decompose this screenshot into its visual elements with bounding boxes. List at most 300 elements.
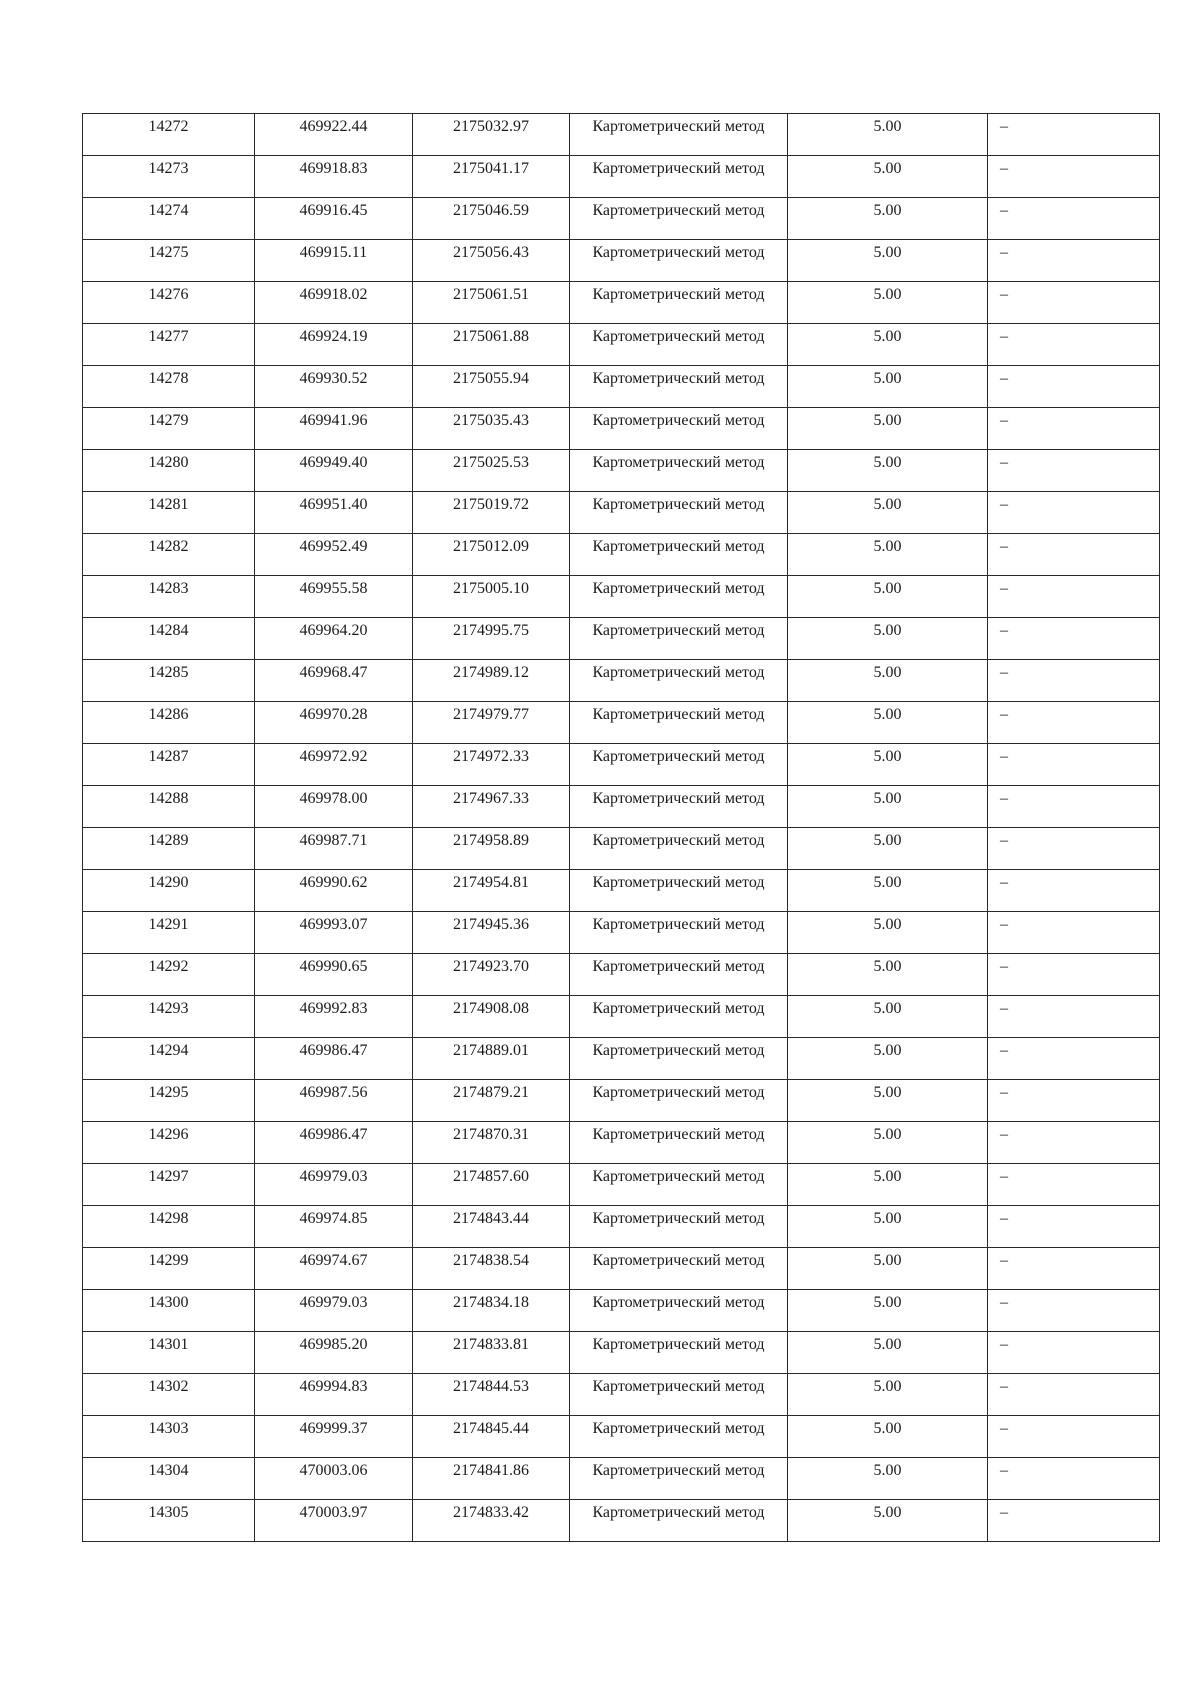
description-cell [988,1500,1160,1542]
accuracy-cell [788,702,988,744]
description-cell [988,1332,1160,1374]
table-row [83,828,1160,870]
accuracy-cell [788,828,988,870]
description-cell [988,1374,1160,1416]
point-number-cell [83,156,255,198]
method-cell-text: Картометрический метод [592,832,765,849]
method-cell [570,492,788,534]
accuracy-cell-text: 5.00 [873,580,902,597]
x-coordinate-cell [255,1080,413,1122]
description-cell-text: – [1000,706,1008,723]
description-cell [988,912,1160,954]
method-cell-text: Картометрический метод [592,790,765,807]
description-cell [988,1416,1160,1458]
x-coordinate-cell [255,1206,413,1248]
method-cell [570,366,788,408]
method-cell [570,786,788,828]
x-coordinate-cell [255,240,413,282]
point-number-cell-text: 14282 [148,538,189,555]
point-number-cell [83,198,255,240]
accuracy-cell [788,1500,988,1542]
x-coordinate-cell-text: 469930.52 [299,370,368,387]
accuracy-cell-text: 5.00 [873,622,902,639]
y-coordinate-cell-text: 2174841.86 [453,1462,529,1479]
description-cell [988,576,1160,618]
description-cell-text: – [1000,496,1008,513]
method-cell-text: Картометрический метод [592,160,765,177]
description-cell [988,996,1160,1038]
x-coordinate-cell-text: 469951.40 [299,496,368,513]
accuracy-cell [788,870,988,912]
x-coordinate-cell-text: 469970.28 [299,706,368,723]
point-number-cell [83,870,255,912]
method-cell-text: Картометрический метод [592,370,765,387]
table-row [83,114,1160,156]
method-cell-text: Картометрический метод [592,1210,765,1227]
x-coordinate-cell [255,198,413,240]
accuracy-cell-text: 5.00 [873,118,902,135]
description-cell-text: – [1000,1168,1008,1185]
y-coordinate-cell [413,618,570,660]
method-cell-text: Картометрический метод [592,874,765,891]
point-number-cell-text: 14276 [148,286,189,303]
y-coordinate-cell-text: 2174995.75 [453,622,529,639]
method-cell-text: Картометрический метод [592,1462,765,1479]
description-cell [988,1122,1160,1164]
description-cell [988,786,1160,828]
description-cell-text: – [1000,874,1008,891]
y-coordinate-cell-text: 2175012.09 [453,538,529,555]
point-number-cell-text: 14273 [148,160,189,177]
point-number-cell [83,324,255,366]
point-number-cell-text: 14287 [148,748,189,765]
table-row [83,1206,1160,1248]
table-row [83,744,1160,786]
method-cell-text: Картометрический метод [592,1504,765,1521]
point-number-cell-text: 14283 [148,580,189,597]
x-coordinate-cell-text: 469955.58 [299,580,368,597]
accuracy-cell [788,1332,988,1374]
description-cell-text: – [1000,1336,1008,1353]
point-number-cell [83,114,255,156]
accuracy-cell-text: 5.00 [873,748,902,765]
method-cell-text: Картометрический метод [592,454,765,471]
description-cell [988,828,1160,870]
accuracy-cell [788,492,988,534]
description-cell-text: – [1000,1378,1008,1395]
x-coordinate-cell [255,1374,413,1416]
x-coordinate-cell [255,702,413,744]
x-coordinate-cell [255,114,413,156]
point-number-cell [83,240,255,282]
method-cell-text: Картометрический метод [592,412,765,429]
point-number-cell [83,996,255,1038]
x-coordinate-cell [255,954,413,996]
description-cell [988,1038,1160,1080]
description-cell-text: – [1000,580,1008,597]
x-coordinate-cell [255,1248,413,1290]
point-number-cell [83,450,255,492]
description-cell-text: – [1000,1252,1008,1269]
description-cell [988,450,1160,492]
y-coordinate-cell [413,1332,570,1374]
method-cell [570,240,788,282]
method-cell-text: Картометрический метод [592,916,765,933]
y-coordinate-cell-text: 2174844.53 [453,1378,529,1395]
point-number-cell [83,408,255,450]
x-coordinate-cell-text: 469974.67 [299,1252,368,1269]
description-cell [988,1290,1160,1332]
accuracy-cell [788,114,988,156]
description-cell [988,1206,1160,1248]
y-coordinate-cell-text: 2174833.81 [453,1336,529,1353]
y-coordinate-cell [413,1080,570,1122]
point-number-cell-text: 14275 [148,244,189,261]
accuracy-cell-text: 5.00 [873,1336,902,1353]
x-coordinate-cell-text: 469979.03 [299,1168,368,1185]
x-coordinate-cell-text: 469941.96 [299,412,368,429]
method-cell [570,1500,788,1542]
point-number-cell [83,954,255,996]
point-number-cell [83,534,255,576]
accuracy-cell-text: 5.00 [873,1294,902,1311]
description-cell [988,282,1160,324]
method-cell-text: Картометрический метод [592,496,765,513]
y-coordinate-cell [413,1374,570,1416]
x-coordinate-cell [255,1458,413,1500]
y-coordinate-cell [413,282,570,324]
x-coordinate-cell [255,576,413,618]
y-coordinate-cell [413,114,570,156]
y-coordinate-cell-text: 2174967.33 [453,790,529,807]
x-coordinate-cell [255,282,413,324]
point-number-cell-text: 14279 [148,412,189,429]
x-coordinate-cell-text: 469978.00 [299,790,368,807]
description-cell-text: – [1000,664,1008,681]
table-row [83,1458,1160,1500]
description-cell-text: – [1000,748,1008,765]
y-coordinate-cell-text: 2175061.51 [453,286,529,303]
x-coordinate-cell-text: 469972.92 [299,748,368,765]
point-number-cell-text: 14293 [148,1000,189,1017]
accuracy-cell [788,1122,988,1164]
y-coordinate-cell [413,786,570,828]
point-number-cell [83,1122,255,1164]
accuracy-cell [788,156,988,198]
accuracy-cell-text: 5.00 [873,1210,902,1227]
description-cell [988,1080,1160,1122]
accuracy-cell-text: 5.00 [873,412,902,429]
point-number-cell-text: 14300 [148,1294,189,1311]
x-coordinate-cell-text: 469952.49 [299,538,368,555]
point-number-cell-text: 14288 [148,790,189,807]
y-coordinate-cell [413,324,570,366]
method-cell [570,1374,788,1416]
method-cell [570,1122,788,1164]
method-cell [570,912,788,954]
accuracy-cell-text: 5.00 [873,874,902,891]
point-number-cell [83,1080,255,1122]
method-cell [570,1038,788,1080]
method-cell [570,1416,788,1458]
x-coordinate-cell-text: 469990.62 [299,874,368,891]
x-coordinate-cell-text: 469949.40 [299,454,368,471]
y-coordinate-cell-text: 2175046.59 [453,202,529,219]
y-coordinate-cell [413,702,570,744]
accuracy-cell [788,534,988,576]
x-coordinate-cell [255,1416,413,1458]
y-coordinate-cell [413,1164,570,1206]
table-row [83,912,1160,954]
accuracy-cell [788,1080,988,1122]
description-cell [988,240,1160,282]
accuracy-cell-text: 5.00 [873,916,902,933]
description-cell [988,156,1160,198]
x-coordinate-cell [255,618,413,660]
point-number-cell [83,282,255,324]
method-cell-text: Картометрический метод [592,958,765,975]
y-coordinate-cell-text: 2174870.31 [453,1126,529,1143]
point-number-cell [83,1500,255,1542]
y-coordinate-cell [413,1416,570,1458]
point-number-cell-text: 14302 [148,1378,189,1395]
y-coordinate-cell-text: 2174945.36 [453,916,529,933]
point-number-cell [83,1038,255,1080]
description-cell-text: – [1000,622,1008,639]
table-row [83,534,1160,576]
description-cell-text: – [1000,328,1008,345]
description-cell-text: – [1000,454,1008,471]
y-coordinate-cell-text: 2175035.43 [453,412,529,429]
table-row [83,366,1160,408]
method-cell [570,1290,788,1332]
accuracy-cell-text: 5.00 [873,664,902,681]
table-row [83,450,1160,492]
table-row [83,870,1160,912]
x-coordinate-cell [255,1164,413,1206]
table-row [83,156,1160,198]
point-number-cell-text: 14292 [148,958,189,975]
y-coordinate-cell-text: 2175019.72 [453,496,529,513]
accuracy-cell [788,408,988,450]
y-coordinate-cell [413,660,570,702]
description-cell-text: – [1000,286,1008,303]
y-coordinate-cell [413,198,570,240]
description-cell-text: – [1000,1504,1008,1521]
y-coordinate-cell [413,912,570,954]
y-coordinate-cell [413,576,570,618]
point-number-cell-text: 14298 [148,1210,189,1227]
accuracy-cell [788,576,988,618]
x-coordinate-cell [255,366,413,408]
y-coordinate-cell [413,156,570,198]
table-row [83,1332,1160,1374]
y-coordinate-cell-text: 2174958.89 [453,832,529,849]
method-cell [570,408,788,450]
accuracy-cell [788,1206,988,1248]
description-cell [988,114,1160,156]
description-cell-text: – [1000,1294,1008,1311]
accuracy-cell [788,1248,988,1290]
accuracy-cell [788,1458,988,1500]
point-number-cell-text: 14295 [148,1084,189,1101]
method-cell-text: Картометрический метод [592,1084,765,1101]
y-coordinate-cell-text: 2175032.97 [453,118,529,135]
method-cell-text: Картометрический метод [592,706,765,723]
table-row [83,408,1160,450]
point-number-cell [83,618,255,660]
method-cell-text: Картометрический метод [592,286,765,303]
point-number-cell-text: 14285 [148,664,189,681]
description-cell [988,534,1160,576]
accuracy-cell [788,240,988,282]
accuracy-cell [788,366,988,408]
y-coordinate-cell-text: 2174879.21 [453,1084,529,1101]
point-number-cell-text: 14289 [148,832,189,849]
accuracy-cell-text: 5.00 [873,1378,902,1395]
accuracy-cell-text: 5.00 [873,1420,902,1437]
y-coordinate-cell-text: 2174834.18 [453,1294,529,1311]
y-coordinate-cell-text: 2174857.60 [453,1168,529,1185]
accuracy-cell-text: 5.00 [873,832,902,849]
method-cell-text: Картометрический метод [592,118,765,135]
y-coordinate-cell-text: 2175025.53 [453,454,529,471]
description-cell-text: – [1000,1126,1008,1143]
table-row [83,1164,1160,1206]
description-cell [988,702,1160,744]
x-coordinate-cell-text: 469964.20 [299,622,368,639]
x-coordinate-cell [255,156,413,198]
x-coordinate-cell [255,828,413,870]
x-coordinate-cell [255,324,413,366]
method-cell [570,996,788,1038]
y-coordinate-cell [413,1290,570,1332]
method-cell-text: Картометрический метод [592,1420,765,1437]
y-coordinate-cell [413,1248,570,1290]
coordinates-table-body [83,114,1160,1542]
description-cell-text: – [1000,160,1008,177]
description-cell [988,366,1160,408]
method-cell-text: Картометрический метод [592,1126,765,1143]
table-row [83,1038,1160,1080]
description-cell [988,954,1160,996]
method-cell-text: Картометрический метод [592,1000,765,1017]
accuracy-cell-text: 5.00 [873,1504,902,1521]
accuracy-cell [788,198,988,240]
description-cell-text: – [1000,790,1008,807]
accuracy-cell [788,282,988,324]
method-cell-text: Картометрический метод [592,1168,765,1185]
x-coordinate-cell [255,1038,413,1080]
description-cell [988,660,1160,702]
table-row [83,1290,1160,1332]
y-coordinate-cell [413,534,570,576]
point-number-cell [83,576,255,618]
accuracy-cell [788,744,988,786]
point-number-cell-text: 14278 [148,370,189,387]
x-coordinate-cell-text: 469916.45 [299,202,368,219]
coordinates-table [82,113,1160,1542]
point-number-cell [83,1458,255,1500]
y-coordinate-cell-text: 2174989.12 [453,664,529,681]
point-number-cell-text: 14294 [148,1042,189,1059]
point-number-cell-text: 14301 [148,1336,189,1353]
method-cell [570,702,788,744]
accuracy-cell [788,1416,988,1458]
point-number-cell [83,366,255,408]
method-cell [570,324,788,366]
method-cell-text: Картометрический метод [592,244,765,261]
x-coordinate-cell [255,492,413,534]
description-cell-text: – [1000,1084,1008,1101]
point-number-cell-text: 14280 [148,454,189,471]
method-cell [570,156,788,198]
x-coordinate-cell [255,660,413,702]
method-cell-text: Картометрический метод [592,1294,765,1311]
accuracy-cell-text: 5.00 [873,1252,902,1269]
point-number-cell [83,1290,255,1332]
point-number-cell [83,660,255,702]
accuracy-cell-text: 5.00 [873,496,902,513]
y-coordinate-cell [413,366,570,408]
method-cell [570,1206,788,1248]
x-coordinate-cell-text: 469968.47 [299,664,368,681]
accuracy-cell-text: 5.00 [873,1042,902,1059]
point-number-cell-text: 14272 [148,118,189,135]
y-coordinate-cell [413,408,570,450]
accuracy-cell [788,912,988,954]
description-cell-text: – [1000,958,1008,975]
accuracy-cell [788,450,988,492]
point-number-cell-text: 14277 [148,328,189,345]
accuracy-cell-text: 5.00 [873,538,902,555]
table-row [83,954,1160,996]
point-number-cell [83,912,255,954]
x-coordinate-cell-text: 469985.20 [299,1336,368,1353]
point-number-cell-text: 14281 [148,496,189,513]
y-coordinate-cell-text: 2175061.88 [453,328,529,345]
accuracy-cell-text: 5.00 [873,1000,902,1017]
table-row [83,1500,1160,1542]
table-row [83,1416,1160,1458]
accuracy-cell-text: 5.00 [873,244,902,261]
table-row [83,324,1160,366]
table-row [83,1122,1160,1164]
x-coordinate-cell [255,912,413,954]
x-coordinate-cell-text: 469986.47 [299,1126,368,1143]
y-coordinate-cell [413,240,570,282]
x-coordinate-cell [255,1122,413,1164]
x-coordinate-cell-text: 469922.44 [299,118,368,135]
x-coordinate-cell [255,786,413,828]
accuracy-cell-text: 5.00 [873,202,902,219]
method-cell [570,1164,788,1206]
method-cell [570,1248,788,1290]
method-cell [570,198,788,240]
table-row [83,702,1160,744]
accuracy-cell [788,1290,988,1332]
point-number-cell [83,744,255,786]
accuracy-cell [788,1164,988,1206]
y-coordinate-cell [413,954,570,996]
accuracy-cell [788,1374,988,1416]
y-coordinate-cell [413,828,570,870]
description-cell-text: – [1000,1042,1008,1059]
description-cell [988,492,1160,534]
x-coordinate-cell-text: 469994.83 [299,1378,368,1395]
table-row [83,1080,1160,1122]
point-number-cell [83,1374,255,1416]
